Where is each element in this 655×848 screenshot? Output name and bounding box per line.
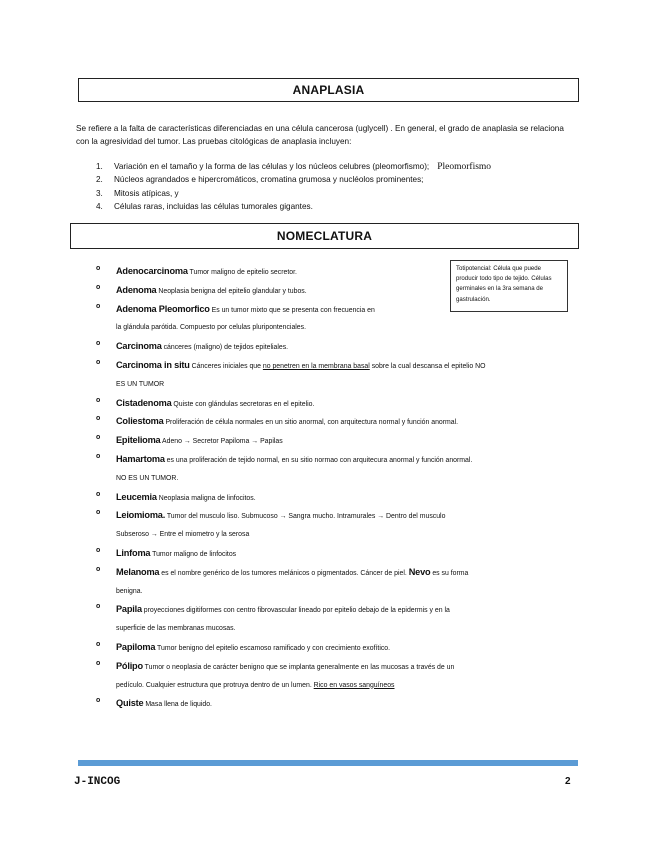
bullet-icon: o xyxy=(96,302,101,310)
totipotencial-note-box: Totipotencial: Célula que puede producir todo tipo de tejido. Células germinales en la 3ra semana de gastrulación. xyxy=(450,260,568,312)
bullet-icon: o xyxy=(96,452,101,460)
nomenclature-list xyxy=(96,265,576,716)
anaplasia-title: ANAPLASIA xyxy=(78,78,579,102)
bullet-icon: o xyxy=(96,565,101,573)
term-carcinoma: o Carcinoma cánceres (maligno) de tejidos epiteliales. xyxy=(96,340,289,352)
term-papila: o Papila proyecciones digitiformes con centro fibrovascular lineado por epitelio debajo de la epidermis y en la superficie de las membranas mucosas. xyxy=(96,603,450,633)
criteria-item: 3. Mitosis atípicas, y xyxy=(96,188,179,198)
term-adenoma-pleomorfico: o Adenoma Pleomorfico Es un tumor mixto que se presenta con frecuencia en la glándula parótida. Compuesto por celulas pluripontenciales. xyxy=(96,302,375,332)
bullet-icon: o xyxy=(96,265,101,272)
footer-bar xyxy=(78,760,578,766)
term-polipo: o Pólipo Tumor o neoplasia de carácter benigno que se implanta generalmente en las mucosas a través de un pedículo. Cualquier estructura que protruya dentro de un lumen. Rico en vasos sanguíneos xyxy=(96,659,455,689)
term-epitelioma: o Epitelioma Adeno → Secretor Papiloma → Papilas xyxy=(96,434,283,446)
criteria-item: 4. Células raras, incluidas las células tumorales gigantes. xyxy=(96,201,313,211)
bullet-icon: o xyxy=(96,640,101,648)
bullet-icon: o xyxy=(96,490,101,498)
term-linfoma: o Linfoma Tumor maligno de linfocitos xyxy=(96,546,237,558)
nomenclatura-title: NOMECLATURA xyxy=(70,223,579,249)
term-quiste: o Quiste Masa llena de liquido. xyxy=(96,697,212,709)
term-cistadenoma: o Cistadenoma Quiste con glándulas secretoras en el epitelio. xyxy=(96,396,315,408)
bullet-icon: o xyxy=(96,603,101,611)
bullet-icon: o xyxy=(96,283,101,291)
bullet-icon: o xyxy=(96,415,101,423)
term-hamartoma: o Hamartoma es una proliferación de tejido normal, en su sitio normao con arquitecura anormal y función anormal. NO ES UN TUMOR. xyxy=(96,452,473,482)
footer-author: J-INCOG xyxy=(74,776,121,788)
term-coliestoma: o Coliestoma Proliferación de célula normales en un sitio anormal, con arquitectura normal y función anormal. xyxy=(96,415,459,427)
bullet-icon: o xyxy=(96,509,101,517)
page-number: 2 xyxy=(565,776,571,787)
term-papiloma: o Papiloma Tumor benigno del epitelio escamoso ramificado y con crecimiento exofítico. xyxy=(96,640,391,652)
bullet-icon: o xyxy=(96,358,101,366)
term-leucemia: o Leucemia Neoplasia maligna de linfocitos. xyxy=(96,490,256,502)
bullet-icon: o xyxy=(96,396,101,404)
bullet-icon: o xyxy=(96,659,101,667)
term-carcinoma-in-situ: o Carcinoma in situ Cánceres iniciales que no penetren en la membrana basal sobre la cual descansa el epitelio NO ES UN TUMOR xyxy=(96,358,486,388)
bullet-icon: o xyxy=(96,340,101,348)
anaplasia-criteria-list xyxy=(96,160,491,213)
criteria-item: 2. Núcleos agrandados e hipercromáticos, cromatina grumosa y nucléolos prominentes; xyxy=(96,175,424,185)
term-leiomioma: o Leiomioma. Tumor del musculo liso. Submucoso → Sangra mucho. Intramurales → Dentro del musculo Subseroso → Entre el miometro y la serosa xyxy=(96,509,446,539)
term-adenoma: o Adenoma Neoplasia benigna del epitelio glandular y tubos. xyxy=(96,283,307,295)
term-adenocarcinoma: o Adenocarcinoma Tumor maligno de epitelio secretor. xyxy=(96,265,297,276)
anaplasia-intro: Se refiere a la falta de características diferenciadas en una célula cancerosa (uglycell) . En general, el grado de anaplasia se relaciona con la agresividad del tumor. Las pruebas citológicas de anaplasia incluyen: xyxy=(76,124,564,146)
criteria-item: 1. Variación en el tamaño y la forma de las células y los núcleos celubres (pleomorfismo); Pleomorfismo xyxy=(96,162,492,172)
bullet-icon: o xyxy=(96,697,101,705)
pleomorfismo-note: Pleomorfismo xyxy=(437,162,492,172)
bullet-icon: o xyxy=(96,546,101,554)
bullet-icon: o xyxy=(96,434,101,442)
term-melanoma: o Melanoma es el nombre genérico de los tumores melánicos o pigmentados. Cáncer de piel. Nevo es su forma benigna. xyxy=(96,565,469,595)
